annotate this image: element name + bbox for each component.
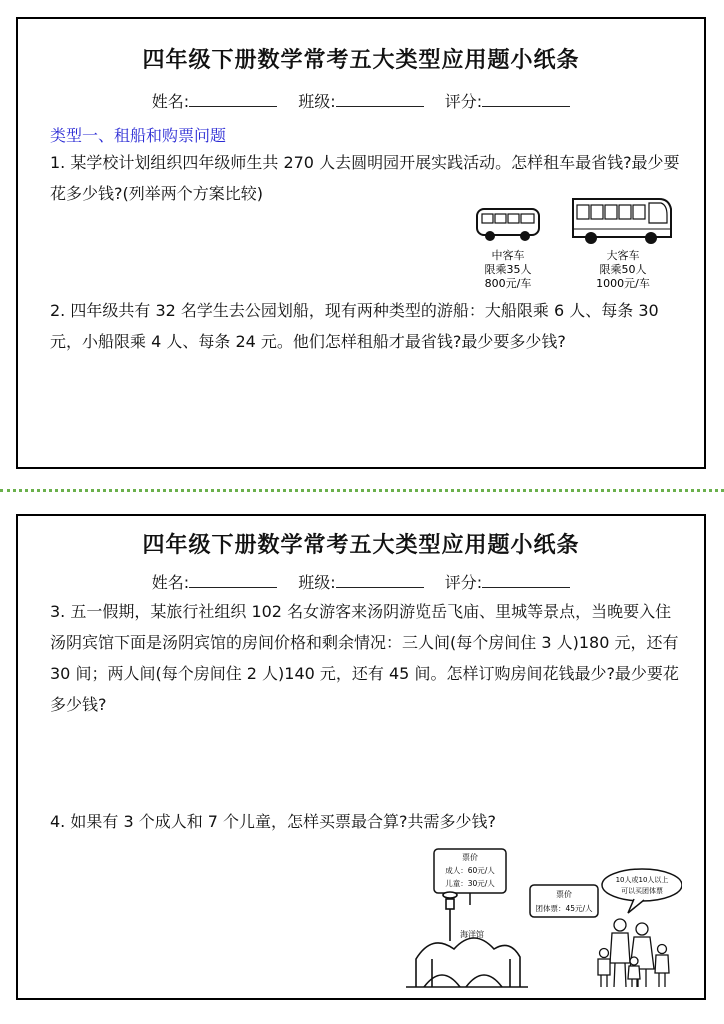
- medium-bus-name: 中客车: [491, 249, 525, 262]
- group-price-sign: [530, 885, 598, 917]
- large-bus-limit: 限乘50人: [599, 263, 647, 276]
- speech-bubble: [602, 869, 682, 913]
- group-sign-heading: 票价: [556, 890, 572, 899]
- worksheet-card-1: [16, 17, 706, 469]
- family-figures-icon: [598, 919, 669, 987]
- class-blank[interactable]: [336, 573, 424, 588]
- speech-line-2: 可以买团体票: [621, 887, 663, 895]
- name-blank[interactable]: [189, 92, 277, 107]
- aquarium-building-icon: [406, 892, 528, 987]
- child-price: 儿童：30元/人: [445, 879, 495, 888]
- medium-bus-limit: 限乘35人: [484, 263, 532, 276]
- question-2: 2. 四年级共有 32 名学生去公园划船，现有两种类型的游船：大船限乘 6 人、每条 30 元，小船限乘 4 人、每条 24 元。他们怎样租船才最省钱?最少要多少钱?: [50, 301, 659, 351]
- name-label: 姓名:: [151, 92, 190, 111]
- class-label: 班级:: [298, 92, 336, 111]
- name-blank[interactable]: [189, 573, 277, 588]
- student-info-row: [18, 89, 704, 112]
- card-title: 四年级下册数学常考五大类型应用题小纸条: [142, 533, 580, 558]
- score-label: 评分:: [444, 573, 483, 592]
- score-blank[interactable]: [482, 573, 570, 588]
- card-title: 四年级下册数学常考五大类型应用题小纸条: [142, 48, 580, 73]
- name-label: 姓名:: [151, 573, 190, 592]
- student-info-row: [18, 570, 704, 593]
- price-sign-heading: 票价: [462, 853, 478, 862]
- group-price: 团体票：45元/人: [535, 904, 593, 913]
- ticket-illustration: [402, 841, 682, 991]
- dotted-divider: [0, 489, 724, 492]
- large-bus-name: 大客车: [606, 249, 640, 262]
- large-bus-price: 1000元/车: [596, 277, 650, 289]
- adult-price: 成人：60元/人: [445, 866, 495, 875]
- class-blank[interactable]: [336, 92, 424, 107]
- question-4: 4. 如果有 3 个成人和 7 个儿童，怎样买票最合算?共需多少钱?: [50, 812, 497, 831]
- bus-illustration: [473, 189, 673, 289]
- medium-bus-price: 800元/车: [484, 277, 532, 289]
- speech-line-1: 10人或10人以上: [615, 876, 669, 884]
- worksheet-card-2: [16, 514, 706, 1000]
- medium-bus-icon: [477, 209, 539, 241]
- type1-heading: 类型一、租船和购票问题: [50, 126, 227, 145]
- question-3: 3. 五一假期，某旅行社组织 102 名女游客来汤阴游览岳飞庙、里城等景点，当晚要入住汤阴宾馆下面是汤阴宾馆的房间价格和剩余情况：三人间(每个房间住 3 人)180 元，还有 30 间；两人间(每个房间住 2 人)140 元，还有 45 间。怎样订购房间花钱最少?最少要花多少钱?: [50, 602, 679, 714]
- score-blank[interactable]: [482, 92, 570, 107]
- large-bus-icon: [573, 199, 671, 244]
- class-label: 班级:: [298, 573, 336, 592]
- building-label: 海洋馆: [460, 930, 484, 939]
- score-label: 评分:: [444, 92, 483, 111]
- question-1: 1. 某学校计划组织四年级师生共 270 人去圆明园开展实践活动。怎样租车最省钱?最少要花多少钱?(列举两个方案比较): [50, 153, 680, 203]
